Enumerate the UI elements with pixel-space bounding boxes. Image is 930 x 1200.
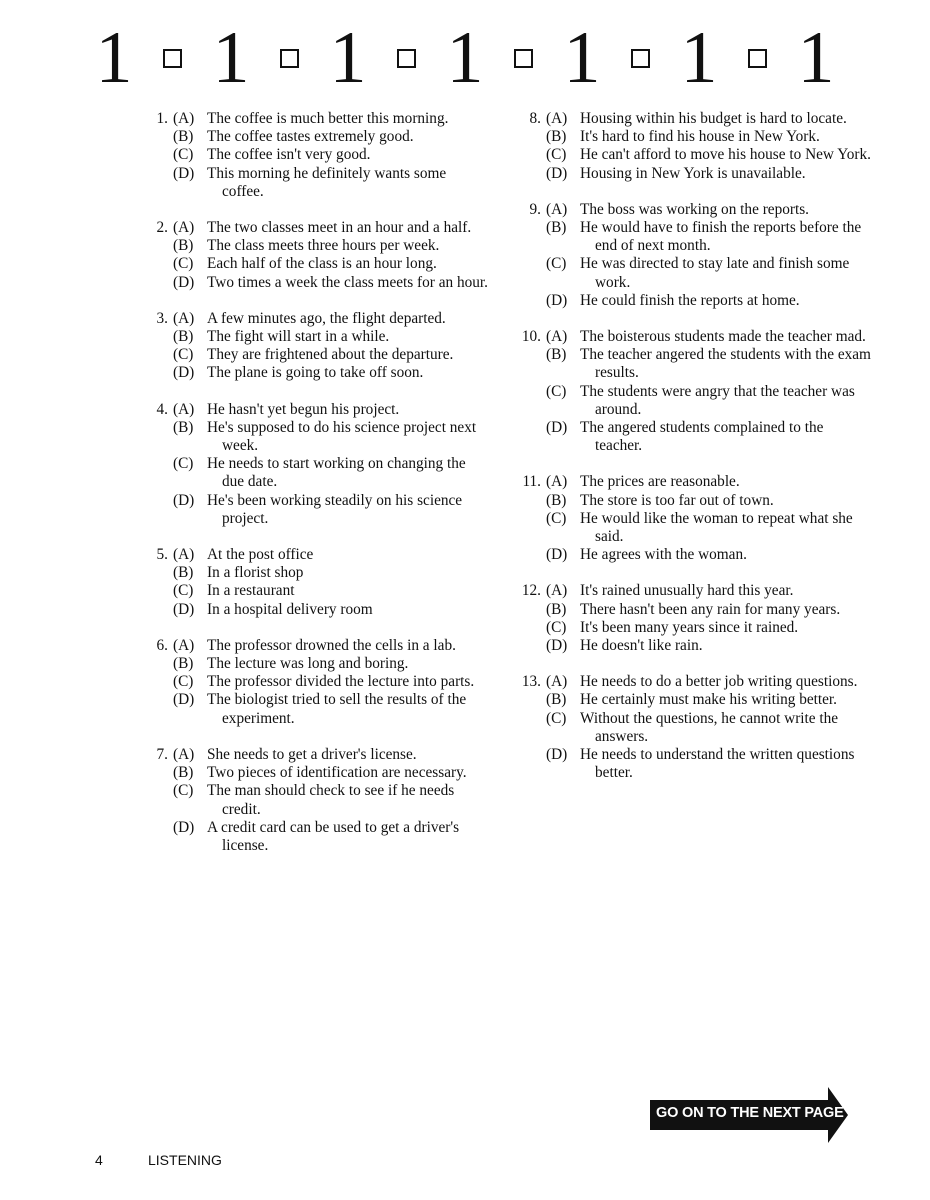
choice-text: The students were angry that the teacher was around. (580, 382, 855, 418)
answer-choice (512, 710, 872, 746)
choice-text: He would have to finish the reports before the end of next month. (580, 219, 862, 255)
answer-choice (512, 110, 872, 128)
choice-letter: (C) (546, 618, 567, 636)
question-item (139, 219, 489, 292)
choice-letter: (B) (546, 219, 567, 237)
question-item (139, 546, 489, 619)
answer-choice (139, 601, 489, 619)
choice-text: The plane is going to take off soon. (207, 364, 424, 382)
choice-letter: (D) (173, 364, 195, 382)
choice-text: This morning he definitely wants some coffee. (207, 164, 447, 200)
choice-letter: (D) (173, 691, 195, 709)
choice-letter: (B) (173, 418, 194, 436)
question-number (139, 764, 173, 782)
choice-text: The man should check to see if he needs credit. (207, 782, 455, 818)
answer-choice (139, 146, 489, 164)
answer-choice (512, 201, 872, 219)
choice-letter: (D) (173, 164, 195, 182)
go-on-label: GO ON TO THE NEXT PAGE (656, 1105, 844, 1121)
choice-letter: (D) (173, 818, 195, 836)
choice-letter: (A) (173, 546, 195, 564)
choice-text: He would like the woman to repeat what she said. (580, 509, 853, 546)
choice-text: It's hard to find his house in New York. (580, 128, 820, 146)
question-item (512, 582, 872, 655)
choice-text: In a hospital delivery room (207, 600, 373, 618)
answer-choice (139, 673, 489, 691)
choice-text: In a restaurant (207, 582, 295, 600)
choice-text: He certainly must make his writing better. (580, 691, 838, 709)
question-number (512, 419, 546, 455)
page-number: 4 (95, 1152, 103, 1168)
answer-choice (512, 128, 872, 146)
question-number: 4. (156, 400, 168, 418)
choice-text: He can't afford to move his house to New York. (580, 146, 871, 164)
answer-choice (512, 165, 872, 183)
choice-text: At the post office (207, 546, 314, 564)
choice-text: It's been many years since it rained. (580, 618, 799, 636)
choice-letter: (D) (546, 419, 568, 437)
answer-choice (139, 764, 489, 782)
answer-choice (139, 310, 489, 328)
question-number (512, 619, 546, 637)
choice-letter: (B) (546, 691, 567, 709)
choice-letter: (C) (546, 382, 567, 400)
choice-letter: (B) (173, 328, 194, 346)
choice-letter: (B) (546, 491, 567, 509)
choice-text: Each half of the class is an hour long. (207, 255, 437, 273)
question-number (512, 292, 546, 310)
choice-text: They are frightened about the departure. (207, 346, 454, 364)
choice-text: He needs to do a better job writing questions. (580, 673, 858, 691)
question-item (512, 110, 872, 183)
answer-choice (139, 546, 489, 564)
question-number (512, 146, 546, 164)
question-number: 6. (156, 636, 168, 654)
choice-text: The angered students complained to the teacher. (580, 419, 824, 455)
question-item (139, 310, 489, 383)
choice-text: He's been working steadily on his science project. (207, 491, 463, 527)
answer-choice (139, 110, 489, 128)
choice-letter: (A) (173, 745, 195, 763)
choice-letter: (A) (173, 110, 195, 127)
choice-letter: (D) (546, 291, 568, 309)
choice-letter: (C) (173, 455, 194, 473)
choice-text: The two classes meet in an hour and a half. (207, 219, 472, 237)
question-item (512, 201, 872, 310)
choice-letter: (D) (546, 637, 568, 655)
question-number (139, 237, 173, 255)
question-number (139, 492, 173, 528)
question-number (139, 819, 173, 855)
section-header (0, 18, 930, 98)
question-item (512, 673, 872, 782)
answer-choice (512, 673, 872, 691)
choice-text: In a florist shop (207, 564, 304, 582)
answer-choice (512, 510, 872, 546)
answer-choice (139, 564, 489, 582)
choice-letter: (D) (173, 273, 195, 291)
choice-text: She needs to get a driver's license. (207, 745, 417, 763)
choice-letter: (A) (546, 328, 568, 346)
question-item (512, 328, 872, 455)
answer-choice (512, 746, 872, 782)
box-icon (514, 49, 533, 68)
choice-text: It's rained unusually hard this year. (580, 582, 794, 600)
choice-text: The professor drowned the cells in a lab. (207, 636, 456, 654)
question-number (139, 655, 173, 673)
question-number (139, 582, 173, 600)
choice-letter: (D) (546, 546, 568, 564)
choice-letter: (B) (546, 600, 567, 618)
question-number (512, 346, 546, 382)
section-number: 1 (563, 17, 601, 99)
answer-choice (512, 383, 872, 419)
question-number (139, 328, 173, 346)
right-question-column (512, 110, 872, 801)
choice-text: There hasn't been any rain for many years. (580, 600, 841, 618)
answer-choice (139, 255, 489, 273)
choice-text: The fight will start in a while. (207, 328, 390, 346)
choice-text: He agrees with the woman. (580, 546, 747, 564)
choice-text: He's supposed to do his science project next week. (207, 418, 477, 455)
question-number (139, 255, 173, 273)
question-number (512, 219, 546, 255)
question-number: 8. (529, 110, 541, 127)
question-number (139, 346, 173, 364)
choice-letter: (A) (546, 582, 568, 600)
question-number (512, 510, 546, 546)
question-number (139, 564, 173, 582)
answer-choice (139, 346, 489, 364)
question-number (512, 691, 546, 709)
answer-choice (139, 328, 489, 346)
choice-letter: (A) (546, 110, 568, 127)
choice-text: He needs to start working on changing the due date. (207, 455, 466, 491)
question-number (512, 601, 546, 619)
choice-text: The biologist tried to sell the results of the experiment. (207, 691, 467, 727)
choice-text: The professor divided the lecture into parts. (207, 673, 475, 691)
question-number (512, 255, 546, 291)
question-number (512, 128, 546, 146)
question-number: 2. (156, 219, 168, 237)
question-number (139, 364, 173, 382)
question-number (139, 419, 173, 455)
choice-letter: (B) (546, 128, 567, 146)
answer-choice (139, 401, 489, 419)
choice-letter: (C) (546, 255, 567, 273)
question-number: 10. (521, 328, 541, 346)
choice-letter: (B) (173, 564, 194, 582)
section-number: 1 (329, 17, 367, 99)
choice-letter: (B) (173, 764, 194, 782)
choice-text: The teacher angered the students with the exam results. (580, 346, 871, 382)
question-number: 5. (156, 546, 168, 564)
answer-choice (139, 746, 489, 764)
choice-letter: (B) (173, 655, 194, 673)
question-number: 7. (156, 745, 168, 763)
answer-choice (512, 292, 872, 310)
question-number: 3. (156, 309, 168, 327)
choice-text: He needs to understand the written questions better. (580, 746, 855, 782)
answer-choice (512, 637, 872, 655)
choice-letter: (A) (546, 200, 568, 218)
answer-choice (139, 219, 489, 237)
question-number (512, 746, 546, 782)
go-on-banner (650, 1085, 848, 1145)
question-item (139, 110, 489, 201)
answer-choice (139, 274, 489, 292)
choice-letter: (A) (546, 473, 568, 491)
answer-choice (512, 619, 872, 637)
choice-letter: (B) (173, 237, 194, 255)
choice-text: Two times a week the class meets for an hour. (207, 273, 488, 291)
choice-letter: (A) (546, 673, 568, 691)
choice-letter: (C) (173, 346, 194, 364)
question-number (139, 128, 173, 146)
choice-letter: (C) (173, 146, 194, 164)
section-number: 1 (680, 17, 718, 99)
choice-text: Without the questions, he cannot write the answers. (580, 709, 839, 745)
section-number: 1 (95, 17, 133, 99)
answer-choice (139, 492, 489, 528)
choice-letter: (C) (173, 255, 194, 273)
choice-letter: (C) (173, 673, 194, 691)
page-footer (95, 1152, 222, 1168)
section-number: 1 (212, 17, 250, 99)
answer-choice (512, 492, 872, 510)
choice-letter: (B) (173, 128, 194, 146)
question-number (139, 782, 173, 818)
answer-choice (139, 637, 489, 655)
box-icon (748, 49, 767, 68)
choice-letter: (C) (173, 582, 194, 600)
choice-text: He was directed to stay late and finish some work. (580, 255, 850, 291)
box-icon (280, 49, 299, 68)
question-number (139, 274, 173, 292)
choice-text: Housing in New York is unavailable. (580, 164, 806, 182)
answer-choice (139, 655, 489, 673)
question-number (512, 637, 546, 655)
answer-choice (139, 582, 489, 600)
answer-choice (139, 819, 489, 855)
choice-letter: (D) (546, 164, 568, 182)
answer-choice (512, 146, 872, 164)
answer-choice (139, 455, 489, 491)
question-number: 13. (521, 673, 541, 691)
question-item (512, 473, 872, 564)
choice-text: The boss was working on the reports. (580, 200, 809, 218)
box-icon (397, 49, 416, 68)
choice-text: He hasn't yet begun his project. (207, 400, 400, 418)
answer-choice (512, 473, 872, 491)
choice-letter: (D) (173, 600, 195, 618)
choice-letter: (A) (173, 309, 195, 327)
answer-choice (512, 582, 872, 600)
choice-letter: (C) (173, 782, 194, 800)
answer-choice (512, 601, 872, 619)
question-number (512, 383, 546, 419)
answer-choice (139, 128, 489, 146)
question-item (139, 401, 489, 528)
answer-choice (512, 546, 872, 564)
question-number (139, 601, 173, 619)
question-item (139, 637, 489, 728)
choice-letter: (C) (546, 146, 567, 164)
section-name: LISTENING (148, 1152, 222, 1168)
answer-choice (139, 165, 489, 201)
choice-text: The boisterous students made the teacher mad. (580, 328, 866, 346)
answer-choice (139, 691, 489, 727)
answer-choice (139, 237, 489, 255)
question-number: 12. (521, 582, 541, 600)
choice-text: The coffee isn't very good. (207, 146, 371, 164)
choice-text: The prices are reasonable. (580, 473, 740, 491)
answer-choice (139, 419, 489, 455)
answer-choice (512, 691, 872, 709)
choice-text: The class meets three hours per week. (207, 237, 440, 255)
choice-text: Housing within his budget is hard to locate. (580, 110, 847, 127)
section-number: 1 (446, 17, 484, 99)
answer-choice (512, 346, 872, 382)
question-number (512, 165, 546, 183)
choice-letter: (D) (546, 746, 568, 764)
answer-choice (512, 328, 872, 346)
question-number (139, 455, 173, 491)
choice-text: Two pieces of identification are necessary. (207, 764, 467, 782)
choice-letter: (A) (173, 636, 195, 654)
choice-letter: (D) (173, 491, 195, 509)
choice-text: The coffee tastes extremely good. (207, 128, 414, 146)
question-number: 11. (522, 473, 541, 491)
answer-choice (139, 782, 489, 818)
answer-choice (512, 255, 872, 291)
answer-choice (512, 419, 872, 455)
question-number (512, 492, 546, 510)
question-number (139, 165, 173, 201)
choice-text: The store is too far out of town. (580, 491, 774, 509)
question-number (139, 691, 173, 727)
choice-letter: (C) (546, 509, 567, 527)
choice-text: The lecture was long and boring. (207, 655, 409, 673)
box-icon (631, 49, 650, 68)
answer-choice (512, 219, 872, 255)
choice-text: A few minutes ago, the flight departed. (207, 309, 446, 327)
choice-letter: (A) (173, 219, 195, 237)
section-number: 1 (797, 17, 835, 99)
question-number (512, 710, 546, 746)
box-icon (163, 49, 182, 68)
question-number (512, 546, 546, 564)
left-question-column (139, 110, 489, 873)
question-number: 9. (529, 200, 541, 218)
choice-letter: (B) (546, 346, 567, 364)
question-number: 1. (156, 110, 168, 127)
question-number (139, 673, 173, 691)
choice-text: A credit card can be used to get a driver's license. (207, 818, 460, 854)
choice-text: He doesn't like rain. (580, 637, 703, 655)
choice-letter: (A) (173, 400, 195, 418)
answer-choice (139, 364, 489, 382)
choice-text: He could finish the reports at home. (580, 291, 800, 309)
question-number (139, 146, 173, 164)
choice-letter: (C) (546, 709, 567, 727)
question-item (139, 746, 489, 855)
choice-text: The coffee is much better this morning. (207, 110, 449, 127)
